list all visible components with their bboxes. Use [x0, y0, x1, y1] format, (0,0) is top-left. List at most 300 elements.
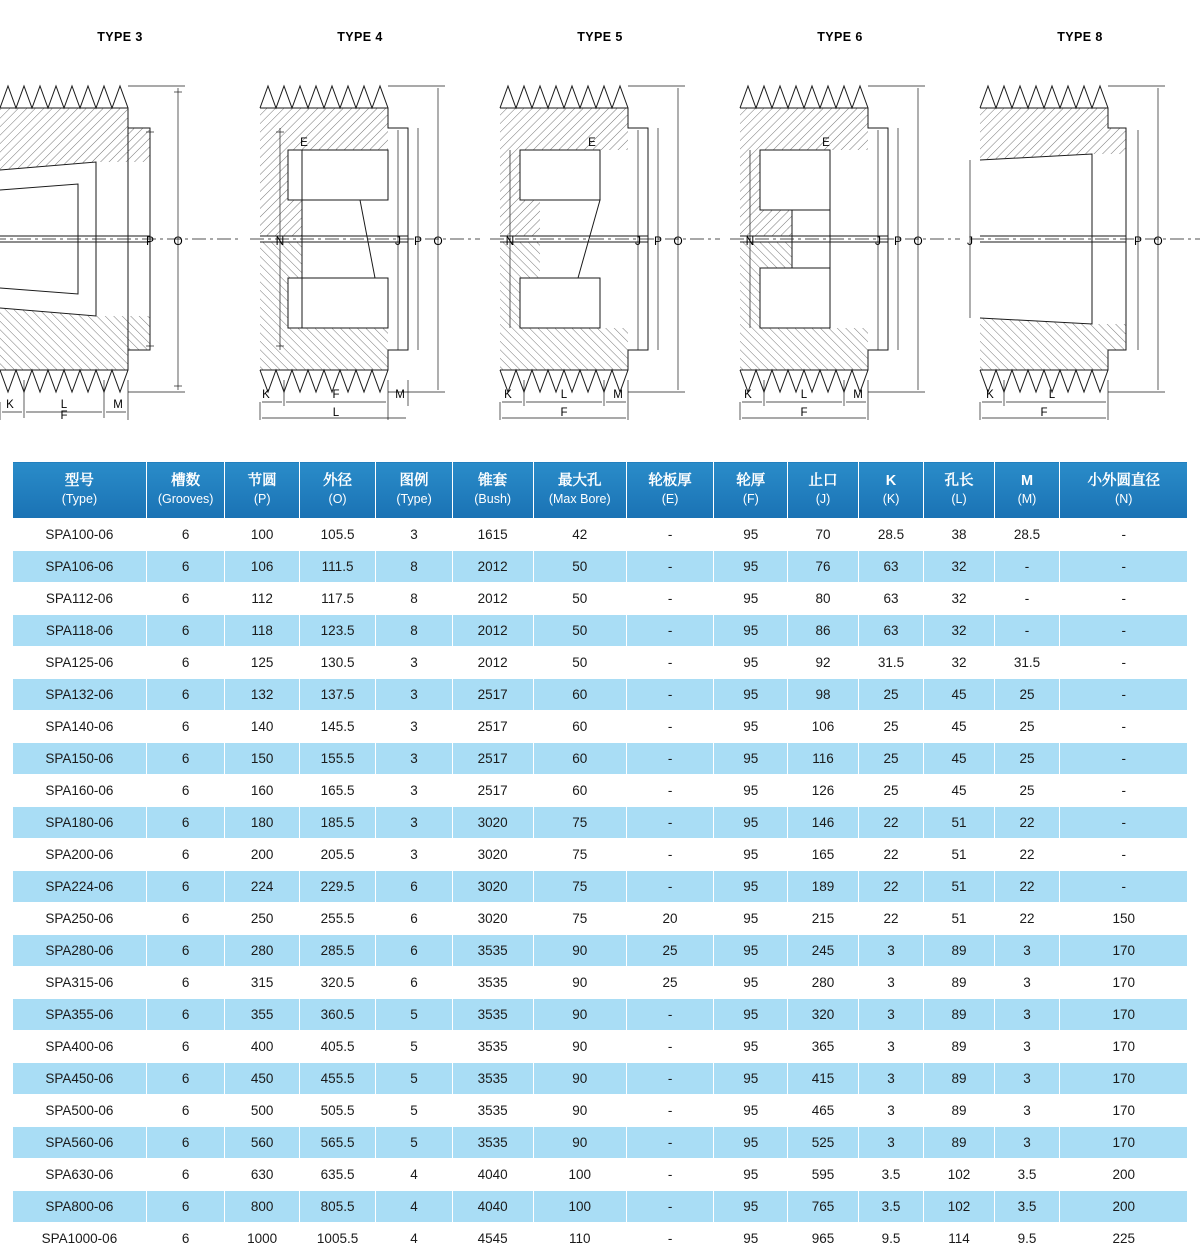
table-cell: 25 — [627, 967, 714, 999]
table-cell: 6 — [146, 839, 225, 871]
table-cell: 6 — [146, 935, 225, 967]
col-header-en: (Bush) — [474, 492, 512, 507]
cell-model: SPA118-06 — [13, 615, 147, 647]
table-cell: 4 — [376, 1223, 452, 1255]
svg-text:L: L — [60, 399, 68, 411]
col-header-en: (L) — [951, 492, 967, 507]
table-row — [13, 1223, 1188, 1255]
cell-model: SPA450-06 — [13, 1063, 147, 1095]
table-cell: 405.5 — [299, 1031, 375, 1063]
table-cell: 3 — [858, 1031, 924, 1063]
table-cell: 6 — [146, 1127, 225, 1159]
svg-text:O: O — [173, 234, 183, 249]
cell-model: SPA160-06 — [13, 775, 147, 807]
col-header-en: (Max Bore) — [548, 492, 611, 507]
svg-text:P: P — [893, 234, 903, 249]
col-header-type — [13, 462, 147, 519]
table-cell: 255.5 — [299, 903, 375, 935]
table-row — [13, 775, 1188, 807]
table-cell: 155.5 — [299, 743, 375, 775]
table-cell: 8 — [376, 551, 452, 583]
table-row — [13, 711, 1188, 743]
table-cell: 505.5 — [299, 1095, 375, 1127]
table-cell: 3 — [994, 1031, 1060, 1063]
svg-text:K: K — [504, 389, 512, 401]
diagram-title: TYPE 6 — [817, 30, 863, 44]
table-cell: 95 — [714, 871, 788, 903]
table-cell: 28.5 — [858, 519, 924, 551]
table-cell: 3.5 — [858, 1191, 924, 1223]
table-cell: - — [627, 1191, 714, 1223]
diagram-title: TYPE 3 — [97, 30, 143, 44]
table-row — [13, 999, 1188, 1031]
table-cell: 63 — [858, 583, 924, 615]
svg-text:J: J — [967, 234, 973, 249]
table-cell: 3.5 — [858, 1159, 924, 1191]
table-row — [13, 903, 1188, 935]
table-cell: 106 — [788, 711, 858, 743]
cell-model: SPA100-06 — [13, 519, 147, 551]
table-cell: 165.5 — [299, 775, 375, 807]
table-cell: 415 — [788, 1063, 858, 1095]
table-cell: - — [1060, 743, 1188, 775]
table-cell: 25 — [858, 679, 924, 711]
diagram-drawing-type-4 — [240, 50, 480, 430]
diagram-drawing-type-3 — [0, 50, 240, 430]
table-cell: 6 — [146, 1031, 225, 1063]
table-row — [13, 1063, 1188, 1095]
table-cell: 3 — [376, 519, 452, 551]
table-cell: 51 — [924, 903, 994, 935]
table-cell: 25 — [858, 743, 924, 775]
table-cell: 2517 — [452, 711, 533, 743]
table-row — [13, 551, 1188, 583]
table-cell: - — [627, 775, 714, 807]
table-row — [13, 1095, 1188, 1127]
diagram-type-3 — [0, 30, 240, 450]
table-cell: 1615 — [452, 519, 533, 551]
table-cell: 170 — [1060, 999, 1188, 1031]
table-row — [13, 871, 1188, 903]
cell-model: SPA132-06 — [13, 679, 147, 711]
table-cell: 105.5 — [299, 519, 375, 551]
table-cell: 229.5 — [299, 871, 375, 903]
table-cell: 102 — [924, 1159, 994, 1191]
table-cell: - — [627, 1031, 714, 1063]
svg-text:M: M — [395, 389, 405, 401]
table-body — [13, 519, 1188, 1255]
table-cell: - — [1060, 519, 1188, 551]
table-cell: 90 — [533, 1031, 626, 1063]
table-cell: 3535 — [452, 1127, 533, 1159]
svg-text:L: L — [560, 389, 568, 401]
cell-model: SPA150-06 — [13, 743, 147, 775]
table-cell: 75 — [533, 871, 626, 903]
table-cell: 32 — [924, 615, 994, 647]
table-cell: 90 — [533, 1063, 626, 1095]
col-header-web-thickness — [627, 462, 714, 519]
table-cell: 360.5 — [299, 999, 375, 1031]
table-cell: 22 — [858, 839, 924, 871]
table-cell: 200 — [1060, 1159, 1188, 1191]
table-cell: 9.5 — [994, 1223, 1060, 1255]
diagram-title: TYPE 8 — [1057, 30, 1103, 44]
table-cell: 20 — [627, 903, 714, 935]
col-header-outer-diameter — [299, 462, 375, 519]
table-cell: 116 — [788, 743, 858, 775]
table-cell: 3020 — [452, 807, 533, 839]
table-cell: 125 — [225, 647, 299, 679]
table-cell: - — [627, 615, 714, 647]
table-cell: 3.5 — [994, 1159, 1060, 1191]
table-cell: 5 — [376, 1095, 452, 1127]
table-cell: 63 — [858, 615, 924, 647]
table-cell: 22 — [994, 903, 1060, 935]
table-cell: - — [627, 551, 714, 583]
table-cell: - — [627, 999, 714, 1031]
table-cell: 965 — [788, 1223, 858, 1255]
table-cell: 465 — [788, 1095, 858, 1127]
col-header-cn: 轮板厚 — [648, 472, 692, 489]
table-cell: 355 — [225, 999, 299, 1031]
table-cell: 165 — [788, 839, 858, 871]
table-cell: 225 — [1060, 1223, 1188, 1255]
table-cell: 3 — [376, 807, 452, 839]
table-cell: 28.5 — [994, 519, 1060, 551]
col-header-small-outer-diameter — [1060, 462, 1188, 519]
cell-model: SPA112-06 — [13, 583, 147, 615]
table-cell: 6 — [146, 967, 225, 999]
col-header-cn: K — [885, 472, 897, 489]
table-cell: 22 — [858, 871, 924, 903]
table-cell: 95 — [714, 1127, 788, 1159]
table-cell: 170 — [1060, 1063, 1188, 1095]
diagram-drawing-type-8 — [960, 50, 1200, 430]
table-cell: 185.5 — [299, 807, 375, 839]
table-row — [13, 743, 1188, 775]
table-cell: 22 — [858, 807, 924, 839]
table-cell: 25 — [994, 743, 1060, 775]
svg-text:J: J — [395, 234, 401, 249]
table-cell: 51 — [924, 807, 994, 839]
table-cell: 38 — [924, 519, 994, 551]
table-cell: 25 — [994, 679, 1060, 711]
table-cell: 3 — [994, 1127, 1060, 1159]
table-cell: 8 — [376, 615, 452, 647]
table-cell: 455.5 — [299, 1063, 375, 1095]
table-cell: 117.5 — [299, 583, 375, 615]
table-cell: 250 — [225, 903, 299, 935]
table-cell: 95 — [714, 1031, 788, 1063]
cell-model: SPA800-06 — [13, 1191, 147, 1223]
table-cell: - — [1060, 647, 1188, 679]
table-cell: 76 — [788, 551, 858, 583]
table-row — [13, 1127, 1188, 1159]
table-cell: 51 — [924, 871, 994, 903]
table-cell: 2012 — [452, 551, 533, 583]
table-cell: 2012 — [452, 615, 533, 647]
table-cell: 150 — [1060, 903, 1188, 935]
table-cell: 450 — [225, 1063, 299, 1095]
svg-text:F: F — [60, 410, 68, 420]
table-cell: 500 — [225, 1095, 299, 1127]
table-cell: 200 — [1060, 1191, 1188, 1223]
col-header-m — [994, 462, 1060, 519]
table-cell: 102 — [924, 1191, 994, 1223]
table-cell: 90 — [533, 967, 626, 999]
table-row — [13, 679, 1188, 711]
col-header-cn: M — [1020, 472, 1034, 489]
table-cell: 95 — [714, 839, 788, 871]
table-row — [13, 1191, 1188, 1223]
table-cell: - — [627, 1127, 714, 1159]
table-cell: 45 — [924, 743, 994, 775]
table-cell: 111.5 — [299, 551, 375, 583]
table-cell: 170 — [1060, 1095, 1188, 1127]
table-cell: 75 — [533, 839, 626, 871]
table-cell: 320.5 — [299, 967, 375, 999]
col-header-cn: 小外圆直径 — [1087, 472, 1160, 489]
table-cell: 6 — [146, 1159, 225, 1191]
table-cell: 95 — [714, 935, 788, 967]
col-header-cn: 槽数 — [171, 472, 201, 489]
col-header-bore-length — [924, 462, 994, 519]
svg-text:K: K — [744, 389, 752, 401]
table-cell: 3535 — [452, 1095, 533, 1127]
table-cell: - — [627, 711, 714, 743]
table-cell: 42 — [533, 519, 626, 551]
svg-text:P: P — [653, 234, 663, 249]
svg-text:F: F — [332, 389, 340, 401]
table-cell: 60 — [533, 711, 626, 743]
table-cell: 95 — [714, 903, 788, 935]
table-row — [13, 967, 1188, 999]
table-cell: 51 — [924, 839, 994, 871]
table-cell: 3 — [858, 999, 924, 1031]
table-cell: 3 — [994, 1095, 1060, 1127]
table-cell: 140 — [225, 711, 299, 743]
table-cell: 805.5 — [299, 1191, 375, 1223]
table-cell: 6 — [146, 647, 225, 679]
col-header-en: (O) — [328, 492, 347, 507]
table-cell: 245 — [788, 935, 858, 967]
table-cell: - — [627, 1063, 714, 1095]
svg-text:P: P — [145, 234, 155, 249]
svg-text:K: K — [262, 389, 270, 401]
table-cell: 32 — [924, 551, 994, 583]
table-cell: 8 — [376, 583, 452, 615]
table-cell: 25 — [627, 935, 714, 967]
table-cell: 180 — [225, 807, 299, 839]
svg-text:E: E — [588, 137, 596, 149]
table-cell: 6 — [146, 1191, 225, 1223]
table-row — [13, 1031, 1188, 1063]
cell-model: SPA140-06 — [13, 711, 147, 743]
table-cell: 95 — [714, 551, 788, 583]
table-cell: 75 — [533, 903, 626, 935]
cell-model: SPA280-06 — [13, 935, 147, 967]
table-cell: 110 — [533, 1223, 626, 1255]
cell-model: SPA224-06 — [13, 871, 147, 903]
table-cell: 146 — [788, 807, 858, 839]
table-cell: 6 — [146, 903, 225, 935]
table-cell: 86 — [788, 615, 858, 647]
col-header-grooves — [146, 462, 225, 519]
col-header-en: (J) — [815, 492, 831, 507]
svg-text:P: P — [413, 234, 423, 249]
cell-model: SPA180-06 — [13, 807, 147, 839]
diagram-drawing-type-6 — [720, 50, 960, 430]
table-cell: 145.5 — [299, 711, 375, 743]
svg-text:O: O — [1153, 234, 1163, 249]
cell-model: SPA1000-06 — [13, 1223, 147, 1255]
table-cell: 22 — [994, 871, 1060, 903]
table-cell: 3 — [994, 1063, 1060, 1095]
col-header-en: (Type) — [61, 492, 98, 507]
spec-table — [12, 461, 1188, 1255]
table-cell: 100 — [533, 1191, 626, 1223]
table-cell: 25 — [994, 775, 1060, 807]
table-cell: 22 — [994, 839, 1060, 871]
table-cell: 95 — [714, 583, 788, 615]
table-cell: 6 — [146, 583, 225, 615]
table-cell: 60 — [533, 679, 626, 711]
table-cell: 1000 — [225, 1223, 299, 1255]
table-cell: 2517 — [452, 679, 533, 711]
table-cell: 4 — [376, 1191, 452, 1223]
table-cell: 320 — [788, 999, 858, 1031]
col-header-en: (Type) — [396, 492, 432, 507]
table-cell: 95 — [714, 1159, 788, 1191]
cell-model: SPA560-06 — [13, 1127, 147, 1159]
table-cell: - — [627, 807, 714, 839]
table-cell: 126 — [788, 775, 858, 807]
diagram-type-8 — [960, 30, 1200, 450]
cell-model: SPA400-06 — [13, 1031, 147, 1063]
table-cell: 6 — [146, 711, 225, 743]
cell-model: SPA500-06 — [13, 1095, 147, 1127]
diagram-type-5 — [480, 30, 720, 450]
table-cell: 25 — [858, 775, 924, 807]
table-cell: 630 — [225, 1159, 299, 1191]
table-cell: 5 — [376, 1127, 452, 1159]
table-cell: 6 — [146, 679, 225, 711]
table-cell: 160 — [225, 775, 299, 807]
table-cell: 5 — [376, 999, 452, 1031]
table-cell: 3535 — [452, 1063, 533, 1095]
table-row — [13, 1159, 1188, 1191]
table-cell: 5 — [376, 1031, 452, 1063]
table-cell: 525 — [788, 1127, 858, 1159]
table-cell: 6 — [146, 743, 225, 775]
table-cell: 95 — [714, 1191, 788, 1223]
table-cell: 50 — [533, 583, 626, 615]
table-cell: 50 — [533, 647, 626, 679]
svg-text:L: L — [332, 407, 340, 419]
table-cell: 95 — [714, 711, 788, 743]
table-cell: 45 — [924, 711, 994, 743]
svg-text:N: N — [745, 234, 755, 249]
table-cell: 280 — [225, 935, 299, 967]
table-cell: - — [994, 551, 1060, 583]
col-header-bush — [452, 462, 533, 519]
col-header-en: (P) — [253, 492, 271, 507]
svg-text:J: J — [875, 234, 881, 249]
table-cell: 3535 — [452, 935, 533, 967]
col-header-spigot — [788, 462, 858, 519]
table-cell: 106 — [225, 551, 299, 583]
table-cell: - — [1060, 615, 1188, 647]
table-cell: 2517 — [452, 743, 533, 775]
table-cell: 6 — [146, 775, 225, 807]
table-cell: 89 — [924, 1063, 994, 1095]
table-cell: 560 — [225, 1127, 299, 1159]
table-cell: 90 — [533, 935, 626, 967]
table-cell: 45 — [924, 775, 994, 807]
table-cell: 31.5 — [858, 647, 924, 679]
table-cell: 95 — [714, 1095, 788, 1127]
table-cell: 3 — [376, 839, 452, 871]
table-cell: 6 — [146, 999, 225, 1031]
diagram-title: TYPE 5 — [577, 30, 623, 44]
table-cell: 6 — [376, 967, 452, 999]
table-cell: 6 — [146, 1063, 225, 1095]
cell-model: SPA200-06 — [13, 839, 147, 871]
table-cell: 765 — [788, 1191, 858, 1223]
cell-model: SPA125-06 — [13, 647, 147, 679]
table-cell: 80 — [788, 583, 858, 615]
table-header — [13, 462, 1188, 519]
table-cell: 112 — [225, 583, 299, 615]
cell-model: SPA250-06 — [13, 903, 147, 935]
diagram-row — [0, 0, 1200, 455]
table-cell: - — [627, 519, 714, 551]
col-header-en: (M) — [1017, 492, 1037, 507]
table-cell: 3 — [994, 999, 1060, 1031]
table-cell: 205.5 — [299, 839, 375, 871]
col-header-diagram-type — [376, 462, 452, 519]
svg-text:F: F — [1040, 407, 1048, 419]
table-cell: 132 — [225, 679, 299, 711]
table-cell: 100 — [225, 519, 299, 551]
table-cell: 3535 — [452, 967, 533, 999]
table-cell: 89 — [924, 935, 994, 967]
table-cell: 3 — [858, 1095, 924, 1127]
table-row — [13, 583, 1188, 615]
table-cell: 595 — [788, 1159, 858, 1191]
table-cell: 3 — [376, 775, 452, 807]
col-header-cn: 最大孔 — [558, 472, 602, 489]
table-cell: 6 — [376, 903, 452, 935]
table-cell: - — [627, 1159, 714, 1191]
table-cell: 4 — [376, 1159, 452, 1191]
col-header-max-bore — [533, 462, 626, 519]
col-header-en: (F) — [742, 492, 759, 507]
svg-text:O: O — [913, 234, 923, 249]
table-cell: 32 — [924, 583, 994, 615]
diagram-drawing-type-5 — [480, 50, 720, 430]
table-cell: 3 — [858, 935, 924, 967]
table-cell: 6 — [146, 1095, 225, 1127]
table-cell: 3020 — [452, 903, 533, 935]
table-cell: 200 — [225, 839, 299, 871]
table-cell: 6 — [376, 871, 452, 903]
table-cell: 3 — [994, 935, 1060, 967]
table-cell: 800 — [225, 1191, 299, 1223]
svg-text:F: F — [560, 407, 568, 419]
table-cell: 123.5 — [299, 615, 375, 647]
table-cell: 5 — [376, 1063, 452, 1095]
